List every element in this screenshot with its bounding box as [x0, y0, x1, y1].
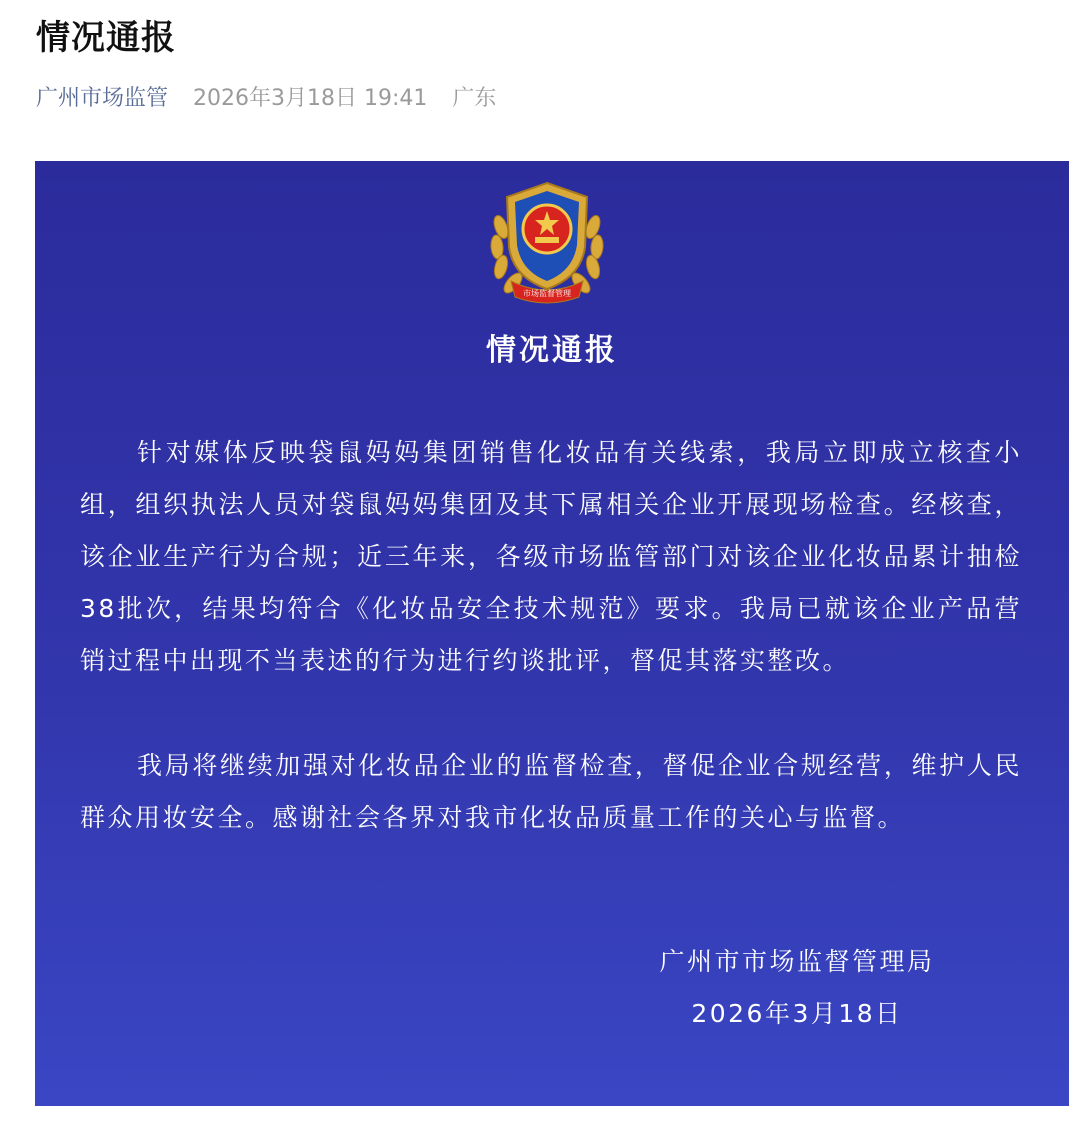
- publish-time: 2026年3月18日 19:41: [193, 86, 428, 111]
- notice-paragraph: 针对媒体反映袋鼠妈妈集团销售化妆品有关线索，我局立即成立核查小组，组织执法人员对袋鼠妈妈集团及其下属相关企业开展现场检查。经核查，该企业生产行为合规；近三年来，各级市场监管部门对该企业化妆品累计抽检38批次，结果均符合《化妆品安全技术规范》要求。我局已就该企业产品营销过程中出现不当表述的行为进行约谈批评，督促其落实整改。: [80, 438, 1022, 675]
- emblem-ribbon-text: 市场监督管理: [523, 289, 571, 298]
- notice-paragraph: 我局将继续加强对化妆品企业的监督检查，督促企业合规经营，维护人民群众用妆安全。感谢社会各界对我市化妆品质量工作的关心与监督。: [80, 751, 1022, 832]
- signature-date: 2026年3月18日: [691, 999, 903, 1028]
- publish-location: 广东: [452, 86, 497, 111]
- article-title: 情况通报: [36, 18, 176, 58]
- notice-image[interactable]: [35, 161, 1069, 1106]
- notice-signature: [647, 936, 947, 1040]
- notice-title: 情况通报: [486, 333, 618, 368]
- article-meta: [36, 82, 496, 116]
- signature-organization: 广州市市场监督管理局: [659, 947, 935, 976]
- account-name-link[interactable]: 广州市场监管: [36, 86, 169, 111]
- market-regulation-emblem-icon: [487, 177, 607, 305]
